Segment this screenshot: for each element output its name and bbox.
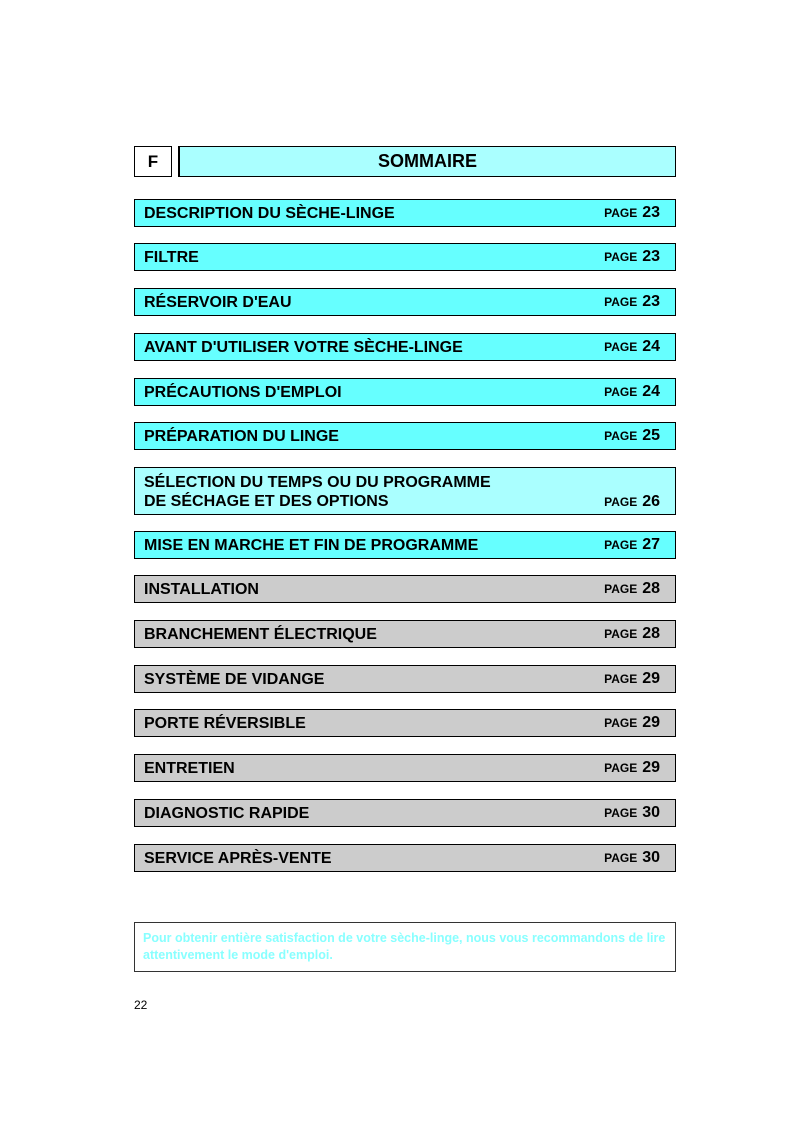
page-word: PAGE bbox=[604, 582, 638, 596]
toc-page-ref bbox=[604, 625, 660, 643]
recommendation-note bbox=[134, 922, 676, 972]
page-number: 30 bbox=[642, 804, 660, 821]
toc-label: PRÉPARATION DU LINGE bbox=[144, 427, 339, 445]
toc-row-reservoir bbox=[134, 288, 676, 316]
toc-row-branchement bbox=[134, 620, 676, 648]
page-word: PAGE bbox=[604, 250, 638, 264]
toc-row-mise-en-marche bbox=[134, 531, 676, 559]
page-word: PAGE bbox=[604, 761, 638, 775]
page-word: PAGE bbox=[604, 851, 638, 865]
page-number-footer: 22 bbox=[134, 998, 148, 1012]
toc-page-ref bbox=[604, 670, 660, 688]
page-number: 27 bbox=[642, 536, 660, 553]
toc-label: RÉSERVOIR D'EAU bbox=[144, 293, 292, 311]
toc-page-ref bbox=[604, 580, 660, 598]
page-number: 24 bbox=[642, 383, 660, 400]
page-number: 23 bbox=[642, 293, 660, 310]
toc-label-line: SÉLECTION DU TEMPS OU DU PROGRAMME bbox=[144, 474, 491, 491]
page-word: PAGE bbox=[604, 206, 638, 220]
language-code: F bbox=[147, 151, 159, 171]
toc-page-ref bbox=[604, 804, 660, 822]
toc-label: BRANCHEMENT ÉLECTRIQUE bbox=[144, 625, 377, 643]
toc-label: INSTALLATION bbox=[144, 580, 259, 598]
page-number: 24 bbox=[642, 338, 660, 355]
page-word: PAGE bbox=[604, 385, 638, 399]
toc-page-ref bbox=[604, 536, 660, 554]
toc-page-ref bbox=[604, 383, 660, 401]
page-number: 23 bbox=[642, 248, 660, 265]
page-number: 29 bbox=[642, 714, 660, 731]
toc-row-diagnostic bbox=[134, 799, 676, 827]
page-word: PAGE bbox=[604, 429, 638, 443]
toc-row-selection bbox=[134, 467, 676, 515]
page-word: PAGE bbox=[604, 716, 638, 730]
toc-row-filtre bbox=[134, 243, 676, 271]
page-number: 28 bbox=[642, 580, 660, 597]
toc-page-ref bbox=[604, 248, 660, 266]
page-number: 28 bbox=[642, 625, 660, 642]
title-box bbox=[178, 146, 676, 177]
toc-label: PORTE RÉVERSIBLE bbox=[144, 714, 306, 732]
page-word: PAGE bbox=[604, 538, 638, 552]
toc-row-vidange bbox=[134, 665, 676, 693]
toc-row-preparation bbox=[134, 422, 676, 450]
toc-page-ref bbox=[604, 849, 660, 867]
toc-label: AVANT D'UTILISER VOTRE SÈCHE-LINGE bbox=[144, 338, 463, 356]
toc-row-avant-utiliser bbox=[134, 333, 676, 361]
toc-label: FILTRE bbox=[144, 248, 199, 266]
toc-page-ref bbox=[604, 493, 660, 514]
page-number: 29 bbox=[642, 670, 660, 687]
toc-page-ref bbox=[604, 204, 660, 222]
toc-row-porte bbox=[134, 709, 676, 737]
toc-page-ref bbox=[604, 338, 660, 356]
toc-row-entretien bbox=[134, 754, 676, 782]
toc-label: PRÉCAUTIONS D'EMPLOI bbox=[144, 383, 342, 401]
page-number: 30 bbox=[642, 849, 660, 866]
toc-row-precautions bbox=[134, 378, 676, 406]
toc-label: DIAGNOSTIC RAPIDE bbox=[144, 804, 310, 822]
toc-page-ref bbox=[604, 759, 660, 777]
toc-row-description bbox=[134, 199, 676, 227]
page-word: PAGE bbox=[604, 806, 638, 820]
toc-label-line: DE SÉCHAGE ET DES OPTIONS bbox=[144, 493, 389, 510]
page-number: 25 bbox=[642, 427, 660, 444]
page-title: SOMMAIRE bbox=[378, 151, 477, 171]
page-number: 26 bbox=[642, 493, 660, 510]
toc-page-ref bbox=[604, 714, 660, 732]
toc-label: SERVICE APRÈS-VENTE bbox=[144, 849, 332, 867]
page-word: PAGE bbox=[604, 295, 638, 309]
toc-label: SYSTÈME DE VIDANGE bbox=[144, 670, 325, 688]
page-word: PAGE bbox=[604, 672, 638, 686]
page-number: 29 bbox=[642, 759, 660, 776]
toc-row-service bbox=[134, 844, 676, 872]
toc-label: ENTRETIEN bbox=[144, 759, 235, 777]
toc-label bbox=[144, 473, 604, 511]
toc-page-ref bbox=[604, 427, 660, 445]
toc-label: DESCRIPTION DU SÈCHE-LINGE bbox=[144, 204, 395, 222]
page-word: PAGE bbox=[604, 495, 638, 509]
toc-page-ref bbox=[604, 293, 660, 311]
page-word: PAGE bbox=[604, 340, 638, 354]
toc-row-installation bbox=[134, 575, 676, 603]
note-text: Pour obtenir entière satisfaction de votre sèche-linge, nous vous recommandons de lire attentivement le mode d'emploi. bbox=[143, 931, 666, 962]
language-code-box bbox=[134, 146, 172, 177]
page-number: 23 bbox=[642, 204, 660, 221]
page-word: PAGE bbox=[604, 627, 638, 641]
toc-label: MISE EN MARCHE ET FIN DE PROGRAMME bbox=[144, 536, 479, 554]
